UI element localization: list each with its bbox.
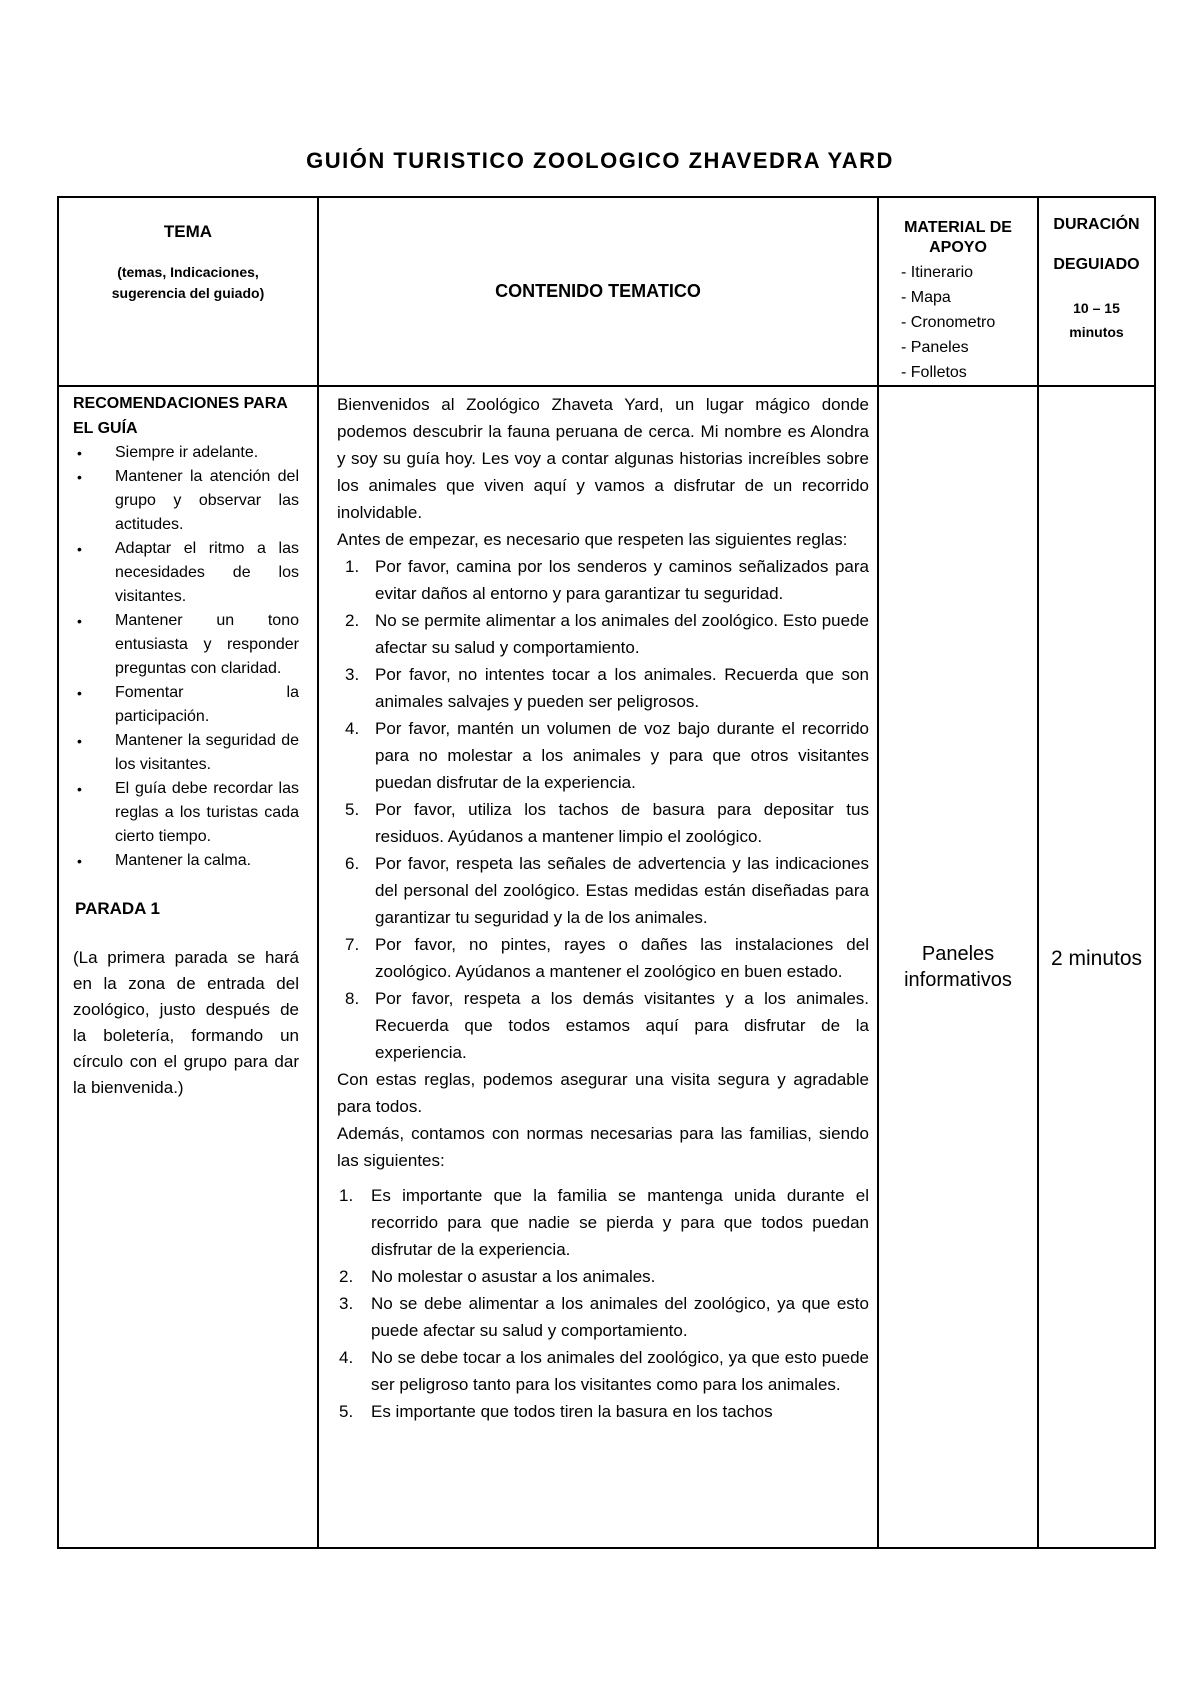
- family-rules-list: [337, 1182, 869, 1425]
- header-tema-subtitle: (temas, Indicaciones, sugerencia del guiado): [111, 264, 265, 301]
- rule-item-text: Por favor, no pintes, rayes o dañes las instalaciones del zoológico. Ayúdanos a mantener el zoológico en buen estado.: [375, 935, 869, 981]
- material-cell: Paneles informativos: [878, 386, 1038, 1548]
- recommendation-item: [73, 537, 299, 609]
- recommendation-text: Mantener un tono entusiasta y responder preguntas con claridad.: [115, 612, 299, 677]
- header-duracion-range: 10 – 15 minutos: [1069, 300, 1124, 340]
- rule-item-number: 6.: [345, 854, 360, 873]
- recommendation-item: [73, 849, 299, 873]
- material-item: - Cronometro: [901, 310, 1037, 335]
- recommendation-item: [73, 681, 299, 729]
- rule-item-text: Por favor, no intentes tocar a los animales. Recuerda que son animales salvajes y pueden ser peligrosos.: [375, 665, 869, 711]
- family-rule-item-text: Es importante que todos tiren la basura en los tachos: [371, 1402, 773, 1421]
- bullet-icon: •: [77, 469, 82, 485]
- material-item: - Itinerario: [901, 260, 1037, 285]
- rule-item: [337, 661, 869, 715]
- header-contenido: CONTENIDO TEMATICO: [318, 197, 878, 386]
- rule-item: [337, 607, 869, 661]
- family-rule-item-number: 4.: [339, 1348, 354, 1367]
- rule-item-number: 2.: [345, 611, 360, 630]
- recommendation-text: Mantener la seguridad de los visitantes.: [115, 732, 299, 773]
- header-material: [878, 197, 1038, 386]
- rules-intro: Antes de empezar, es necesario que respeten las siguientes reglas:: [337, 530, 848, 549]
- header-material-label: MATERIAL DE APOYO: [904, 219, 1012, 256]
- family-rule-item: [337, 1182, 869, 1263]
- duration-cell: 2 minutos: [1038, 386, 1155, 1548]
- material-item: - Mapa: [901, 285, 1037, 310]
- rule-item-text: Por favor, respeta las señales de advertencia y las indicaciones del personal del zoológico. Estas medidas están diseñadas para garantizar tu seguridad y la de los animales.: [375, 854, 869, 927]
- rule-item-text: Por favor, utiliza los tachos de basura para depositar tus residuos. Ayúdanos a mantener limpio el zoológico.: [375, 800, 869, 846]
- rule-item-number: 1.: [345, 557, 360, 576]
- family-rule-item-text: No se debe tocar a los animales del zoológico, ya que esto puede ser peligroso tanto para los visitantes como para los animales.: [371, 1348, 869, 1394]
- family-rule-item-text: Es importante que la familia se mantenga unida durante el recorrido para que nadie se pierda y para que todos puedan disfrutar de la experiencia.: [371, 1186, 869, 1259]
- material-list: [879, 260, 1037, 385]
- recommendations-title: RECOMENDACIONES PARA EL GUÍA: [73, 395, 288, 437]
- recommendation-item: [73, 609, 299, 681]
- recommendation-text: Siempre ir adelante.: [115, 444, 259, 461]
- recommendation-text: Mantener la calma.: [115, 852, 252, 869]
- family-rule-item-number: 2.: [339, 1267, 354, 1286]
- material-item: - Paneles: [901, 335, 1037, 360]
- rule-item: [337, 850, 869, 931]
- rule-item: [337, 715, 869, 796]
- header-duracion-sublabel: DEGUIADO: [1053, 256, 1140, 273]
- closing-paragraph: Con estas reglas, podemos asegurar una visita segura y agradable para todos.: [337, 1070, 869, 1116]
- rule-item-text: Por favor, camina por los senderos y caminos señalizados para evitar daños al entorno y para garantizar tu seguridad.: [375, 557, 869, 603]
- header-duracion: [1038, 197, 1155, 386]
- family-rule-item-number: 3.: [339, 1294, 354, 1313]
- recommendation-text: Mantener la atención del grupo y observar las actitudes.: [115, 468, 299, 533]
- recommendation-item: [73, 777, 299, 849]
- welcome-paragraph: Bienvenidos al Zoológico Zhaveta Yard, un lugar mágico donde podemos descubrir la fauna peruana de cerca. Mi nombre es Alondra y soy su guía hoy. Les voy a contar algunas historias increíbles sobre los animales que viven aquí y vamos a disfrutar de un recorrido inolvidable.: [337, 395, 869, 522]
- rule-item-number: 7.: [345, 935, 360, 954]
- bullet-icon: •: [77, 541, 82, 557]
- rule-item-number: 3.: [345, 665, 360, 684]
- family-rule-item-text: No se debe alimentar a los animales del zoológico, ya que esto puede afectar su salud y comportamiento.: [371, 1294, 869, 1340]
- rule-item-text: No se permite alimentar a los animales del zoológico. Esto puede afectar su salud y comportamiento.: [375, 611, 869, 657]
- family-rule-item: [337, 1398, 869, 1425]
- tema-cell: [58, 386, 318, 1548]
- bullet-icon: •: [77, 733, 82, 749]
- rule-item: [337, 796, 869, 850]
- recommendation-text: Fomentar la participación.: [115, 684, 299, 725]
- family-intro: Además, contamos con normas necesarias para las familias, siendo las siguientes:: [337, 1124, 869, 1170]
- header-duracion-label: DURACIÓN: [1053, 216, 1140, 233]
- family-rule-item: [337, 1290, 869, 1344]
- rule-item: [337, 553, 869, 607]
- bullet-icon: •: [77, 853, 82, 869]
- rule-item-text: Por favor, respeta a los demás visitantes y a los animales. Recuerda que todos estamos aquí para disfrutar de la experiencia.: [375, 989, 869, 1062]
- stop-note: (La primera parada se hará en la zona de entrada del zoológico, justo después de la boletería, formando un círculo con el grupo para dar la bienvenida.): [73, 948, 299, 1097]
- recommendation-text: Adaptar el ritmo a las necesidades de los visitantes.: [115, 540, 299, 605]
- rule-item-number: 4.: [345, 719, 360, 738]
- bullet-icon: •: [77, 685, 82, 701]
- rule-item: [337, 931, 869, 985]
- family-rule-item-number: 1.: [339, 1186, 354, 1205]
- recommendations-list: [73, 441, 299, 873]
- guide-table: [57, 196, 1156, 1549]
- rule-item-number: 5.: [345, 800, 360, 819]
- table-body-row: [58, 386, 1155, 1548]
- bullet-icon: •: [77, 445, 82, 461]
- rule-item: [337, 985, 869, 1066]
- header-tema: [58, 197, 318, 386]
- page-title: GUIÓN TURISTICO ZOOLOGICO ZHAVEDRA YARD: [306, 148, 894, 173]
- stop-title: PARADA 1: [75, 899, 161, 918]
- rule-item-text: Por favor, mantén un volumen de voz bajo durante el recorrido para no molestar a los animales y para que otros visitantes puedan disfrutar de la experiencia.: [375, 719, 869, 792]
- recommendation-text: El guía debe recordar las reglas a los turistas cada cierto tiempo.: [115, 780, 299, 845]
- rule-item-number: 8.: [345, 989, 360, 1008]
- recommendation-item: [73, 729, 299, 777]
- family-rule-item-text: No molestar o asustar a los animales.: [371, 1267, 656, 1286]
- family-rule-item: [337, 1344, 869, 1398]
- bullet-icon: •: [77, 613, 82, 629]
- recommendation-item: [73, 441, 299, 465]
- table-header-row: [58, 197, 1155, 386]
- material-item: - Folletos: [901, 360, 1037, 385]
- recommendation-item: [73, 465, 299, 537]
- bullet-icon: •: [77, 781, 82, 797]
- family-rule-item-number: 5.: [339, 1402, 354, 1421]
- contenido-cell: [318, 386, 878, 1548]
- header-tema-label: TEMA: [163, 222, 213, 241]
- family-rule-item: [337, 1263, 869, 1290]
- rules-list: [337, 553, 869, 1066]
